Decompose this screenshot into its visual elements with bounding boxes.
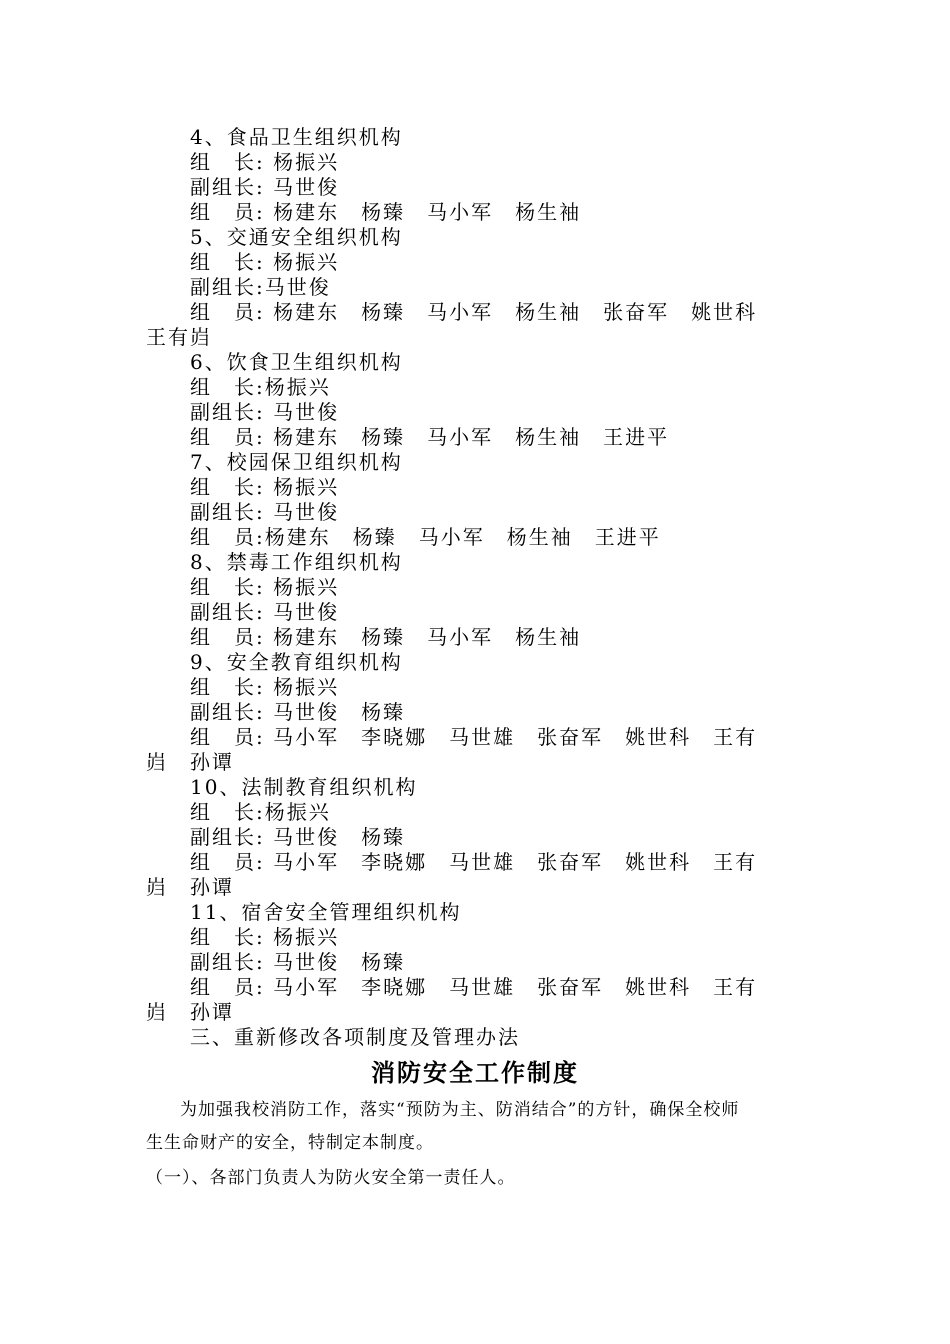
members-line: 组 员: 马小军 李晓娜 马世雄 张奋军 姚世科 王有 (190, 725, 758, 749)
leader-line: 组 长: 杨振兴 (190, 150, 340, 174)
heading-catering-hygiene: 6、饮食卫生组织机构 (190, 350, 403, 374)
deputy-leader-line: 副组长:马世俊 (190, 275, 331, 299)
section-title: 消防安全工作制度 (371, 1059, 579, 1087)
members-line: 组 员: 马小军 李晓娜 马世雄 张奋军 姚世科 王有 (190, 975, 758, 999)
heading-food-hygiene: 4、食品卫生组织机构 (190, 125, 403, 149)
leader-line: 组 长:杨振兴 (190, 375, 331, 399)
members-line: 组 员: 杨建东 杨臻 马小军 杨生袖 张奋军 姚世科 (190, 300, 758, 324)
leader-line: 组 长: 杨振兴 (190, 475, 340, 499)
deputy-leader-line: 副组长: 马世俊 杨臻 (190, 700, 406, 724)
paragraph-intro-line-2: 生生命财产的安全，特制定本制度。 (146, 1133, 434, 1153)
section-heading-three: 三、重新修改各项制度及管理办法 (190, 1025, 520, 1049)
members-line: 组 员:杨建东 杨臻 马小军 杨生袖 王进平 (190, 525, 661, 549)
members-line-continued: 岿 孙谭 (146, 1000, 234, 1024)
heading-campus-security: 7、校园保卫组织机构 (190, 450, 403, 474)
leader-line: 组 长: 杨振兴 (190, 250, 340, 274)
members-line: 组 员: 杨建东 杨臻 马小军 杨生袖 (190, 625, 582, 649)
deputy-leader-line: 副组长: 马世俊 (190, 500, 340, 524)
deputy-leader-line: 副组长: 马世俊 杨臻 (190, 950, 406, 974)
members-line: 组 员: 杨建东 杨臻 马小军 杨生袖 王进平 (190, 425, 670, 449)
leader-line: 组 长:杨振兴 (190, 800, 331, 824)
leader-line: 组 长: 杨振兴 (190, 575, 340, 599)
paragraph-intro-line-1: 为加强我校消防工作，落实“预防为主、防消结合”的方针，确保全校师 (180, 1100, 740, 1120)
paragraph-item-one: （一）、各部门负责人为防火安全第一责任人。 (146, 1168, 516, 1188)
leader-line: 组 长: 杨振兴 (190, 925, 340, 949)
heading-anti-drug: 8、禁毒工作组织机构 (190, 550, 403, 574)
heading-safety-education: 9、安全教育组织机构 (190, 650, 403, 674)
members-line: 组 员: 杨建东 杨臻 马小军 杨生袖 (190, 200, 582, 224)
members-line: 组 员: 马小军 李晓娜 马世雄 张奋军 姚世科 王有 (190, 850, 758, 874)
deputy-leader-line: 副组长: 马世俊 杨臻 (190, 825, 406, 849)
members-line-continued: 岿 孙谭 (146, 750, 234, 774)
deputy-leader-line: 副组长: 马世俊 (190, 600, 340, 624)
deputy-leader-line: 副组长: 马世俊 (190, 400, 340, 424)
heading-traffic-safety: 5、交通安全组织机构 (190, 225, 403, 249)
leader-line: 组 长: 杨振兴 (190, 675, 340, 699)
members-line-continued: 岿 孙谭 (146, 875, 234, 899)
heading-legal-education: 10、法制教育组织机构 (190, 775, 418, 799)
heading-dormitory-safety: 11、宿舍安全管理组织机构 (190, 900, 462, 924)
members-line-continued: 王有岿 (146, 325, 212, 349)
deputy-leader-line: 副组长: 马世俊 (190, 175, 340, 199)
